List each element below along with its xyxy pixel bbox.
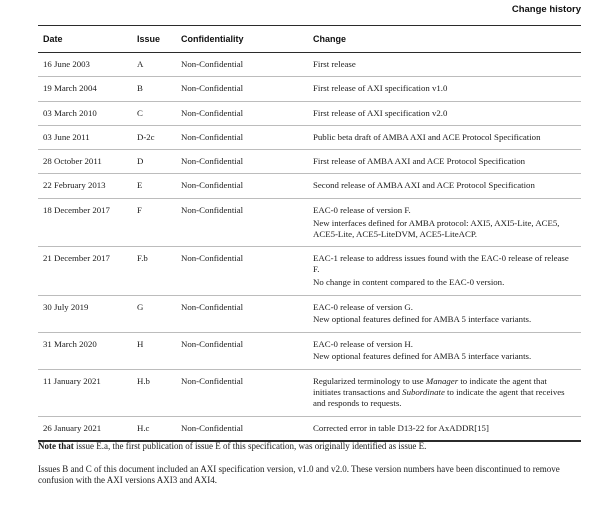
issue-cell: F bbox=[132, 198, 176, 246]
issue-cell: G bbox=[132, 295, 176, 332]
change-paragraph: New optional features defined for AMBA 5 interface variants. bbox=[313, 314, 532, 325]
confidentiality-cell: Non-Confidential bbox=[176, 77, 308, 101]
table-row bbox=[38, 77, 581, 101]
change-history-table bbox=[38, 25, 581, 442]
confidentiality-cell: Non-Confidential bbox=[181, 422, 244, 433]
change-paragraph: EAC-0 release of version F. bbox=[313, 204, 411, 215]
table-row bbox=[38, 198, 581, 246]
confidentiality-cell: Non-Confidential bbox=[176, 174, 308, 198]
change-paragraph: Corrected error in table D13-22 for AxADDR[15] bbox=[313, 422, 489, 433]
change-cell bbox=[308, 77, 581, 101]
change-paragraph: EAC-0 release of version G. bbox=[313, 301, 413, 312]
issue-cell: H bbox=[132, 332, 176, 369]
confidentiality-cell: Non-Confidential bbox=[176, 101, 308, 125]
footnotes bbox=[38, 441, 581, 498]
date-cell: 03 June 2011 bbox=[38, 125, 132, 149]
table-row bbox=[38, 101, 581, 125]
change-cell bbox=[308, 416, 581, 441]
table-row bbox=[38, 247, 581, 295]
page-title: Change history bbox=[511, 4, 581, 15]
date-cell: 11 January 2021 bbox=[38, 369, 132, 416]
note-paragraph: Note that issue E.a, the first publication of issue E of this specification, was originally identified as issue E. bbox=[38, 441, 427, 451]
confidentiality-cell: Non-Confidential bbox=[176, 369, 308, 416]
column-header-change: Change bbox=[308, 26, 581, 53]
change-paragraph: Public beta draft of AMBA AXI and ACE Protocol Specification bbox=[313, 131, 541, 142]
table-row bbox=[38, 369, 581, 416]
change-paragraph: No change in content compared to the EAC-0 version. bbox=[313, 277, 505, 288]
issue-cell: E bbox=[132, 174, 176, 198]
change-paragraph: First release of AXI specification v1.0 bbox=[313, 83, 448, 94]
confidentiality-cell: Non-Confidential bbox=[176, 332, 308, 369]
change-paragraph: New interfaces defined for AMBA protocol: AXI5, AXI5-Lite, ACE5, ACE5-Lite, ACE5-LiteDVM, ACE5-LiteACP. bbox=[313, 217, 560, 239]
issue-cell: B bbox=[132, 77, 176, 101]
change-paragraph: First release bbox=[313, 59, 356, 69]
date-cell: 18 December 2017 bbox=[38, 198, 132, 246]
column-header-confidentiality: Confidentiality bbox=[176, 26, 308, 53]
change-cell bbox=[308, 101, 581, 125]
date-cell: 30 July 2019 bbox=[38, 295, 132, 332]
confidentiality-cell: Non-Confidential bbox=[176, 53, 308, 77]
change-paragraph: EAC-1 release to address issues found with the EAC-0 release of release F. bbox=[313, 253, 569, 275]
issue-cell: D-2c bbox=[132, 125, 176, 149]
change-cell bbox=[308, 332, 581, 369]
change-paragraph: EAC-0 release of version H. bbox=[313, 338, 413, 349]
table-row bbox=[38, 332, 581, 369]
issue-cell: H.c bbox=[137, 422, 150, 433]
date-cell: 31 March 2020 bbox=[38, 332, 132, 369]
table-header-row bbox=[38, 26, 581, 53]
change-paragraph: First release of AXI specification v2.0 bbox=[313, 107, 448, 118]
change-paragraph: Regularized terminology to use Manager to indicate the agent that initiates transactions and Subordinate to indicate the agent that receives and responds to requests. bbox=[313, 375, 565, 409]
date-cell: 21 December 2017 bbox=[38, 247, 132, 295]
change-cell bbox=[308, 174, 581, 198]
issue-cell: D bbox=[132, 150, 176, 174]
change-cell bbox=[308, 369, 581, 416]
issue-cell: A bbox=[132, 53, 176, 77]
confidentiality-cell: Non-Confidential bbox=[176, 295, 308, 332]
change-cell bbox=[308, 125, 581, 149]
note-paragraph: Issues B and C of this document included an AXI specification version, v1.0 and v2.0. These version numbers have been discontinued to remove confusion with the AXI versions AXI3 and AXI4. bbox=[38, 463, 560, 486]
change-cell bbox=[308, 198, 581, 246]
column-header-date: Date bbox=[38, 26, 132, 53]
date-cell: 28 October 2011 bbox=[38, 150, 132, 174]
date-cell: 16 June 2003 bbox=[38, 53, 132, 77]
change-cell bbox=[308, 53, 581, 77]
change-cell bbox=[308, 295, 581, 332]
date-cell: 22 February 2013 bbox=[38, 174, 132, 198]
change-paragraph: New optional features defined for AMBA 5 interface variants. bbox=[313, 351, 532, 362]
table-row bbox=[38, 125, 581, 149]
column-header-issue: Issue bbox=[132, 26, 176, 53]
table-row bbox=[38, 174, 581, 198]
change-paragraph: Second release of AMBA AXI and ACE Protocol Specification bbox=[313, 180, 535, 191]
change-paragraph: First release of AMBA AXI and ACE Protocol Specification bbox=[313, 156, 526, 167]
change-cell bbox=[308, 150, 581, 174]
confidentiality-cell: Non-Confidential bbox=[176, 150, 308, 174]
confidentiality-cell: Non-Confidential bbox=[176, 198, 308, 246]
date-cell: 03 March 2010 bbox=[38, 101, 132, 125]
date-cell: 26 January 2021 bbox=[43, 422, 102, 433]
change-cell bbox=[308, 247, 581, 295]
issue-cell: F.b bbox=[132, 247, 176, 295]
issue-cell: H.b bbox=[132, 369, 176, 416]
table-row bbox=[38, 416, 581, 441]
table-row bbox=[38, 53, 581, 77]
table-body bbox=[38, 53, 581, 441]
date-cell: 19 March 2004 bbox=[38, 77, 132, 101]
issue-cell: C bbox=[132, 101, 176, 125]
table-row bbox=[38, 295, 581, 332]
confidentiality-cell: Non-Confidential bbox=[176, 125, 308, 149]
confidentiality-cell: Non-Confidential bbox=[176, 247, 308, 295]
table-row bbox=[38, 150, 581, 174]
